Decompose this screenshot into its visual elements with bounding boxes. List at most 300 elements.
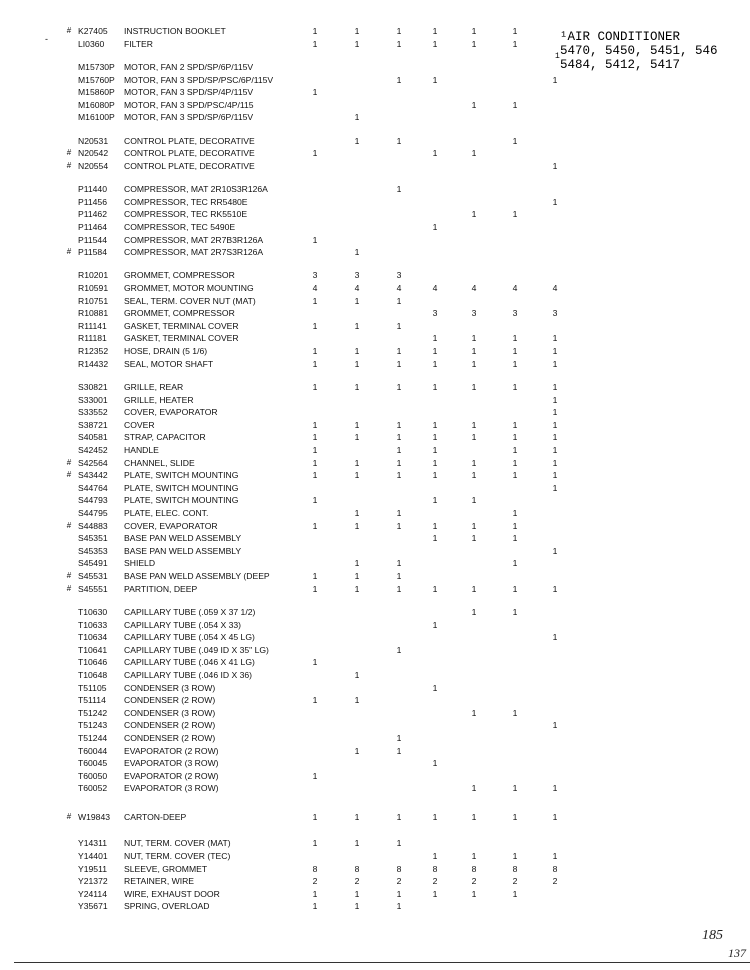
quantity-cell: 8	[512, 863, 518, 874]
part-number: M16080P	[78, 99, 115, 110]
part-description: COVER	[124, 419, 155, 430]
table-row	[0, 160, 750, 173]
quantity-cell: 1	[396, 26, 402, 36]
quantity-cell: 1	[432, 851, 438, 861]
part-number: R14432	[78, 358, 109, 369]
quantity-cell: 2	[354, 876, 360, 887]
part-number: S40581	[78, 432, 108, 443]
table-row	[0, 520, 750, 533]
part-number: W19843	[78, 811, 111, 822]
quantity-cell: 1	[512, 99, 518, 110]
quantity-cell: 1	[396, 419, 402, 430]
part-number: N20531	[78, 135, 109, 146]
quantity-cell: 3	[471, 308, 477, 319]
quantity-cell: 1	[512, 888, 518, 899]
part-description: EVAPORATOR (3 ROW)	[124, 783, 219, 794]
quantity-cell: 1	[396, 382, 402, 392]
table-row	[0, 394, 750, 407]
table-row	[0, 656, 750, 669]
quantity-cell: 1	[312, 295, 318, 306]
part-description: CARTON-DEEP	[124, 811, 187, 822]
quantity-cell: 1	[471, 382, 477, 392]
quantity-cell: 1	[312, 811, 318, 822]
part-description: CONTROL PLATE, DECORATIVE	[124, 135, 255, 146]
quantity-cell: 1	[354, 901, 360, 912]
part-number: R11141	[78, 320, 107, 331]
revision-mark: #	[66, 160, 72, 170]
quantity-cell: 1	[471, 358, 477, 369]
quantity-cell: 2	[396, 876, 402, 887]
quantity-cell: 1	[396, 445, 402, 455]
part-description: RETAINER, WIRE	[124, 876, 195, 887]
quantity-cell: 1	[512, 333, 518, 344]
table-row	[0, 345, 750, 358]
revision-mark: #	[66, 148, 72, 158]
part-number: N20542	[78, 148, 109, 159]
table-row	[0, 900, 750, 913]
quantity-cell: 1	[312, 419, 318, 430]
quantity-cell: 1	[512, 558, 518, 569]
quantity-cell: 1	[354, 571, 360, 581]
quantity-cell: 1	[512, 783, 518, 794]
quantity-cell: 1	[471, 783, 477, 794]
quantity-cell: 1	[552, 783, 558, 794]
part-number: T60045	[78, 758, 108, 769]
quantity-cell: 1	[312, 346, 318, 356]
quantity-cell: 1	[396, 74, 402, 85]
part-number: S42564	[78, 457, 108, 468]
table-row	[0, 850, 750, 863]
quantity-cell: 1	[354, 558, 360, 569]
quantity-cell: 1	[512, 811, 518, 822]
table-row	[0, 135, 750, 148]
quantity-cell: 1	[312, 26, 318, 36]
quantity-cell: 1	[512, 445, 518, 455]
quantity-cell: 1	[396, 38, 402, 49]
part-description: SEAL, TERM. COVER NUT (MAT)	[124, 295, 256, 306]
table-row	[0, 811, 750, 824]
part-description: CHANNEL, SLIDE	[124, 457, 195, 468]
quantity-cell: 1	[552, 457, 558, 468]
quantity-cell: 1	[471, 38, 477, 49]
quantity-cell: 4	[396, 283, 402, 293]
part-description: COVER, EVAPORATOR	[124, 407, 218, 418]
quantity-cell: 1	[471, 148, 477, 159]
part-number: S30821	[78, 382, 108, 392]
quantity-cell: 1	[354, 38, 360, 49]
table-row	[0, 269, 750, 282]
quantity-cell: 1	[552, 407, 558, 418]
table-row	[0, 557, 750, 570]
quantity-cell: 1	[312, 657, 318, 668]
quantity-cell: 1	[396, 745, 402, 756]
quantity-cell: 8	[396, 863, 402, 874]
part-description: GRILLE, REAR	[124, 382, 184, 392]
quantity-cell: 1	[471, 99, 477, 110]
part-description: CAPILLARY TUBE (.054 X 45 LG)	[124, 632, 255, 643]
quantity-cell: 8	[552, 863, 558, 874]
part-number: T60052	[78, 783, 108, 794]
quantity-cell: 1	[432, 358, 438, 369]
part-number: S33552	[78, 407, 108, 418]
revision-mark: #	[66, 26, 72, 35]
part-number: T51244	[78, 732, 108, 743]
part-number: S45531	[78, 571, 108, 581]
quantity-cell: 1	[354, 346, 360, 356]
part-number: T10648	[78, 669, 108, 680]
table-row	[0, 282, 750, 295]
part-number: R10201	[78, 270, 109, 281]
quantity-cell: 1	[354, 419, 360, 430]
quantity-cell: 1	[512, 346, 518, 356]
part-number: Y14311	[78, 838, 107, 849]
part-description: COMPRESSOR, TEC RK5510E	[124, 209, 248, 220]
quantity-cell: 2	[552, 876, 558, 887]
quantity-cell: 1	[396, 888, 402, 899]
part-number: S38721	[78, 419, 108, 430]
quantity-cell: 1	[512, 520, 518, 531]
handwritten-page-mark: 185	[702, 928, 723, 943]
quantity-cell: 1	[312, 320, 318, 331]
table-row	[0, 320, 750, 333]
quantity-cell: 1	[512, 470, 518, 481]
quantity-cell: 1	[552, 632, 558, 643]
document-title: ¹AIR CONDITIONER	[560, 30, 681, 44]
table-row	[0, 532, 750, 545]
quantity-cell: 1	[432, 221, 438, 232]
part-number: S45551	[78, 583, 108, 594]
revision-mark: #	[66, 520, 72, 530]
part-number: S45353	[78, 545, 108, 556]
quantity-cell: 1	[512, 209, 518, 220]
table-row	[0, 381, 750, 394]
table-row	[0, 358, 750, 371]
quantity-cell: 1	[432, 382, 438, 392]
quantity-cell: 1	[552, 482, 558, 493]
part-description: COMPRESSOR, TEC 5490E	[124, 221, 236, 232]
table-row	[0, 38, 750, 51]
part-description: PLATE, ELEC. CONT.	[124, 508, 209, 518]
quantity-cell: 1	[354, 358, 360, 369]
table-row	[0, 246, 750, 259]
part-description: GASKET, TERMINAL COVER	[124, 333, 239, 344]
part-number: R11181	[78, 333, 107, 344]
part-number: N20554	[78, 160, 109, 171]
quantity-cell: 8	[312, 863, 318, 874]
quantity-cell: 1	[471, 707, 477, 718]
table-row	[0, 669, 750, 682]
quantity-cell: 1	[312, 770, 318, 781]
table-row	[0, 606, 750, 619]
revision-mark: #	[66, 571, 72, 580]
quantity-cell: 2	[432, 876, 438, 887]
quantity-cell: 1	[312, 495, 318, 506]
part-description: CONTROL PLATE, DECORATIVE	[124, 148, 255, 159]
table-row	[0, 332, 750, 345]
table-row	[0, 494, 750, 507]
part-description: PLATE, SWITCH MOUNTING	[124, 482, 239, 493]
table-row	[0, 61, 750, 74]
quantity-cell: 1	[471, 533, 477, 544]
quantity-cell: 1	[512, 707, 518, 718]
quantity-cell: 1	[354, 888, 360, 899]
quantity-cell: 1	[432, 520, 438, 531]
part-number: K27405	[78, 26, 108, 36]
quantity-cell: 8	[432, 863, 438, 874]
quantity-cell: 1	[512, 606, 518, 617]
quantity-cell: 1	[312, 38, 318, 49]
part-number: LI0360	[78, 38, 105, 49]
part-number: Y35671	[78, 901, 108, 912]
quantity-cell: 1	[552, 346, 558, 356]
part-number: T51243	[78, 720, 108, 731]
part-description: MOTOR, FAN 3 SPD/SP/4P/115V	[124, 87, 254, 98]
part-description: SHIELD	[124, 558, 156, 569]
part-description: CONDENSER (3 ROW)	[124, 707, 216, 718]
quantity-cell: 1	[471, 583, 477, 594]
table-row	[0, 431, 750, 444]
revision-mark: #	[66, 583, 72, 593]
table-row	[0, 444, 750, 457]
part-number: S44883	[78, 520, 108, 531]
quantity-cell: 4	[512, 283, 518, 293]
quantity-cell: 8	[354, 863, 360, 874]
quantity-cell: 1	[512, 851, 518, 861]
table-row	[0, 732, 750, 745]
quantity-cell: 1	[354, 382, 360, 392]
part-description: STRAP, CAPACITOR	[124, 432, 206, 443]
quantity-cell: 1	[312, 888, 318, 899]
quantity-cell: 1	[312, 457, 318, 468]
table-row	[0, 183, 750, 196]
revision-mark: #	[66, 247, 72, 257]
quantity-cell: 1	[432, 811, 438, 822]
part-description: EVAPORATOR (2 ROW)	[124, 745, 219, 756]
part-description: BASE PAN WELD ASSEMBLY	[124, 545, 242, 556]
part-description: CAPILLARY TUBE (.049 ID X 35" LG)	[124, 644, 269, 655]
table-row	[0, 875, 750, 888]
table-row	[0, 86, 750, 99]
part-description: BASE PAN WELD ASSEMBLY	[124, 533, 242, 544]
part-description: CAPILLARY TUBE (.059 X 37 1/2)	[124, 606, 256, 617]
table-row	[0, 419, 750, 432]
part-number: R12352	[78, 346, 109, 356]
part-description: GASKET, TERMINAL COVER	[124, 320, 239, 331]
part-number: T51105	[78, 682, 107, 693]
part-number: P11440	[78, 184, 107, 195]
quantity-cell: 1	[312, 520, 318, 531]
quantity-cell: 1	[432, 619, 438, 630]
quantity-cell: 4	[312, 283, 318, 293]
part-description: BASE PAN WELD ASSEMBLY (DEEP	[124, 571, 270, 581]
quantity-cell: 1	[312, 382, 318, 392]
quantity-cell: 1	[432, 333, 438, 344]
quantity-cell: 1	[312, 358, 318, 369]
parts-list-page: - ¹AIR CONDITIONER 5470, 5450, 5451, 546 5484, 5412, 5417 1 # K27405 INSTRUCTION BOOKLET 1 1 1 1 1 1 LI0360 FILTER 1 1 1 1 1 1 M15730P MOTOR, FAN 2 SPD/SP/6P/115V M15760P MOTOR, FAN 3 SPD/SP/PSC/6P/115V 1 1 1 M15860P MOTOR, FAN 3 SPD/SP/4P/115V 1 M16080P MOTOR, FAN 3 SPD/PSC/4P/115 1 1 M16100P MOTOR, FAN 3 SPD/SP/6P/115V 1 N20531 CONTROL PLATE, DECORATIVE 1 1 1 # N20542 CONTROL PLATE, DECORATIVE 1 1 1 # N20554 CONTROL PLATE, DECORATIVE 1 P11440 COMPRESSOR, MAT 2R10S3R126A 1 P11456 COMPRESSOR, TEC RR5480E 1 P11462 COMPRESSOR, TEC RK5510E 1 1 P11464 COMPRESSOR, TEC 5490E 1 P11544 COMPRESSOR, MAT 2R7B3R126A 1 # P11584 COMPRESSOR, MAT 2R7S3R126A 1 R10201 GROMMET, COMPRESSOR 3 3 3 R10591 GROMMET, MOTOR MOUNTING 4 4 4 4 4 4 4 R10751 SEAL, TERM. COVER NUT (MAT) 1 1 1 R10881 GROMMET, COMPRESSOR 3 3 3 3 R11141 GASKET, TERMINAL COVER 1 1 1 R11181 GASKET, TERMINAL COVER 1 1 1 1 R12352 HOSE, DRAIN (5 1/6) 1 1 1 1 1 1 1 R14432 SEAL, MOTOR SHAFT 1 1 1 1 1 1 1 S30821 GRILLE, REAR 1 1 1 1 1 1 1 S33001 GRILLE, HEATER 1 S33552 COVER, EVAPORATOR 1 S38721 COVER 1 1 1 1 1 1 1 S40581 STRAP, CAPACITOR 1 1 1 1 1 1 1 S42452 HANDLE 1 1 1 1 1 # S42564 CHANNEL, SLIDE 1 1 1 1 1 1 1 # S43442 PLATE, SWITCH MOUNTING 1 1 1 1 1 1 1 S44764 PLATE, SWITCH MOUNTING 1 S44793 PLATE, SWITCH MOUNTING 1 1 1 S44795 PLATE, ELEC. CONT. 1 1 1 # S44883 COVER, EVAPORATOR 1 1 1 1 1 1 S45351 BASE PAN WELD ASSEMBLY 1 1 1 S45353 BASE PAN WELD ASSEMBLY 1 S45491 SHIELD 1 1 1 # S45531 BASE PAN WELD ASSEMBLY (DEEP 1 1 1 # S45551 PARTITION, DEEP 1 1 1 1 1 1 1 T10630 CAPILLARY TUBE (.059 X 37 1/2) 1 1 T10633 CAPILLARY TUBE (.054 X 33) 1 T10634 CAPILLARY TUBE (.054 X 45 LG) 1 T10641 CAPILLARY TUBE (.049 ID X 35" LG) 1 T10646 CAPILLARY TUBE (.046 X 41 LG) 1 T10648 CAPILLARY TUBE (.046 ID X 36) 1 T51105 CONDENSER (3 ROW) 1 T51114 CONDENSER (2 ROW) 1 1 T51242 CONDENSER (3 ROW) 1 1 T51243 CONDENSER (2 ROW) 1 T51244 CONDENSER (2 ROW) 1 T60044 EVAPORATOR (2 ROW) 1 1 T60045 EVAPORATOR (3 ROW) 1 T60050 EVAPORATOR (2 ROW) 1 T60052 EVAPORATOR (3 ROW) 1 1 1 # W19843 CARTON-DEEP 1 1 1 1 1 1 1 Y14311 NUT, TERM. COVER (MAT) 1 1 1 Y14401 NUT, TERM. COVER (TEC) 1 1 1 1 Y19511 SLEEVE, GROMMET 8 8 8 8 8 8 8 Y21372 RETAINER, WIRE 2 2 2 2 2 2 2 Y24114 WIRE, EXHAUST DOOR 1 1 1 1 1 1 Y35671 SPRING, OVERLOAD 1 1 1 185 137	[0, 0, 750, 970]
quantity-cell: 1	[471, 520, 477, 531]
part-description: COMPRESSOR, MAT 2R7B3R126A	[124, 234, 264, 245]
bottom-rule	[14, 962, 750, 963]
part-number: S43442	[78, 470, 108, 481]
quantity-cell: 1	[552, 382, 558, 392]
quantity-cell: 1	[396, 838, 402, 849]
part-number: T10633	[78, 619, 108, 630]
quantity-cell: 1	[512, 457, 518, 468]
quantity-cell: 1	[312, 445, 318, 455]
table-row	[0, 682, 750, 695]
part-description: HANDLE	[124, 445, 159, 455]
part-number: M16100P	[78, 112, 115, 123]
quantity-cell: 1	[396, 320, 402, 331]
quantity-cell: 1	[552, 851, 558, 861]
quantity-cell: 1	[396, 558, 402, 569]
part-number: R10881	[78, 308, 109, 319]
quantity-cell: 1	[552, 445, 558, 455]
part-description: EVAPORATOR (2 ROW)	[124, 770, 219, 781]
quantity-cell: 1	[512, 533, 518, 544]
table-row	[0, 196, 750, 209]
part-number: T60044	[78, 745, 108, 756]
part-description: COVER, EVAPORATOR	[124, 520, 218, 531]
part-description: MOTOR, FAN 3 SPD/SP/PSC/6P/115V	[124, 74, 274, 85]
table-row	[0, 707, 750, 720]
quantity-cell: 1	[552, 333, 558, 344]
quantity-cell: 1	[552, 432, 558, 443]
quantity-cell: 1	[432, 38, 438, 49]
quantity-cell: 2	[471, 876, 477, 887]
part-number: T10630	[78, 606, 108, 617]
quantity-cell: 1	[512, 583, 518, 594]
part-number: P11584	[78, 247, 107, 258]
quantity-cell: 1	[471, 419, 477, 430]
quantity-cell: 1	[354, 457, 360, 468]
part-number: M15730P	[78, 61, 115, 72]
part-description: CONDENSER (2 ROW)	[124, 720, 216, 731]
quantity-cell: 1	[396, 457, 402, 468]
quantity-cell: 1	[552, 470, 558, 481]
quantity-cell: 1	[471, 495, 477, 506]
part-number: M15760P	[78, 74, 115, 85]
part-description: SPRING, OVERLOAD	[124, 901, 210, 912]
quantity-cell: 1	[354, 695, 360, 706]
revision-mark: #	[66, 457, 72, 467]
part-number: R10591	[78, 283, 109, 293]
part-description: FILTER	[124, 38, 153, 49]
quantity-cell: 8	[471, 863, 477, 874]
part-number: S42452	[78, 445, 108, 455]
quantity-cell: 1	[432, 470, 438, 481]
quantity-cell: 1	[312, 838, 318, 849]
quantity-cell: 1	[396, 571, 402, 581]
quantity-cell: 1	[432, 445, 438, 455]
quantity-cell: 1	[354, 669, 360, 680]
quantity-cell: 2	[512, 876, 518, 887]
part-number: T51242	[78, 707, 108, 718]
quantity-cell: 1	[432, 495, 438, 506]
quantity-cell: 1	[432, 533, 438, 544]
part-number: T10646	[78, 657, 108, 668]
quantity-cell: 1	[354, 470, 360, 481]
quantity-cell: 1	[396, 583, 402, 594]
table-row	[0, 782, 750, 795]
quantity-cell: 1	[354, 583, 360, 594]
part-number: S45491	[78, 558, 108, 569]
table-row	[0, 770, 750, 783]
quantity-cell: 2	[312, 876, 318, 887]
quantity-cell: 1	[396, 432, 402, 443]
quantity-cell: 1	[471, 457, 477, 468]
quantity-cell: 1	[432, 74, 438, 85]
quantity-cell: 1	[396, 811, 402, 822]
part-number: S44795	[78, 508, 108, 518]
table-row	[0, 570, 750, 583]
quantity-cell: 1	[471, 432, 477, 443]
part-description: SLEEVE, GROMMET	[124, 863, 208, 874]
quantity-cell: 3	[552, 308, 558, 319]
quantity-cell: 1	[354, 320, 360, 331]
part-number: P11456	[78, 196, 107, 207]
part-number: T10634	[78, 632, 108, 643]
table-row	[0, 545, 750, 558]
quantity-cell: 1	[354, 135, 360, 146]
table-row	[0, 694, 750, 707]
quantity-cell: 1	[312, 234, 318, 245]
part-description: CONDENSER (2 ROW)	[124, 695, 216, 706]
footnote-mark: 1	[555, 52, 560, 61]
table-row	[0, 507, 750, 520]
part-number: Y24114	[78, 888, 107, 899]
quantity-cell: 1	[396, 295, 402, 306]
table-row	[0, 147, 750, 160]
quantity-cell: 1	[396, 901, 402, 912]
quantity-cell: 1	[432, 457, 438, 468]
quantity-cell: 1	[396, 184, 402, 195]
quantity-cell: 1	[512, 382, 518, 392]
part-description: EVAPORATOR (3 ROW)	[124, 758, 219, 769]
quantity-cell: 1	[471, 333, 477, 344]
quantity-cell: 1	[471, 888, 477, 899]
quantity-cell: 1	[354, 112, 360, 123]
part-number: Y21372	[78, 876, 108, 887]
quantity-cell: 1	[312, 695, 318, 706]
quantity-cell: 1	[432, 888, 438, 899]
part-description: MOTOR, FAN 2 SPD/SP/6P/115V	[124, 61, 254, 72]
table-row	[0, 745, 750, 758]
quantity-cell: 1	[552, 419, 558, 430]
quantity-cell: 4	[432, 283, 438, 293]
quantity-cell: 1	[432, 758, 438, 769]
quantity-cell: 1	[396, 508, 402, 518]
quantity-cell: 1	[512, 432, 518, 443]
table-row	[0, 234, 750, 247]
part-description: GROMMET, MOTOR MOUNTING	[124, 283, 254, 293]
quantity-cell: 1	[312, 901, 318, 912]
quantity-cell: 1	[396, 732, 402, 743]
quantity-cell: 3	[432, 308, 438, 319]
table-row	[0, 837, 750, 850]
quantity-cell: 1	[354, 432, 360, 443]
table-row	[0, 757, 750, 770]
part-description: MOTOR, FAN 3 SPD/PSC/4P/115	[124, 99, 254, 110]
table-row	[0, 111, 750, 124]
part-number: Y14401	[78, 851, 108, 861]
table-row	[0, 307, 750, 320]
quantity-cell: 1	[552, 811, 558, 822]
part-description: NUT, TERM. COVER (MAT)	[124, 838, 231, 849]
quantity-cell: 1	[471, 470, 477, 481]
quantity-cell: 1	[396, 358, 402, 369]
part-description: CAPILLARY TUBE (.054 X 33)	[124, 619, 242, 630]
